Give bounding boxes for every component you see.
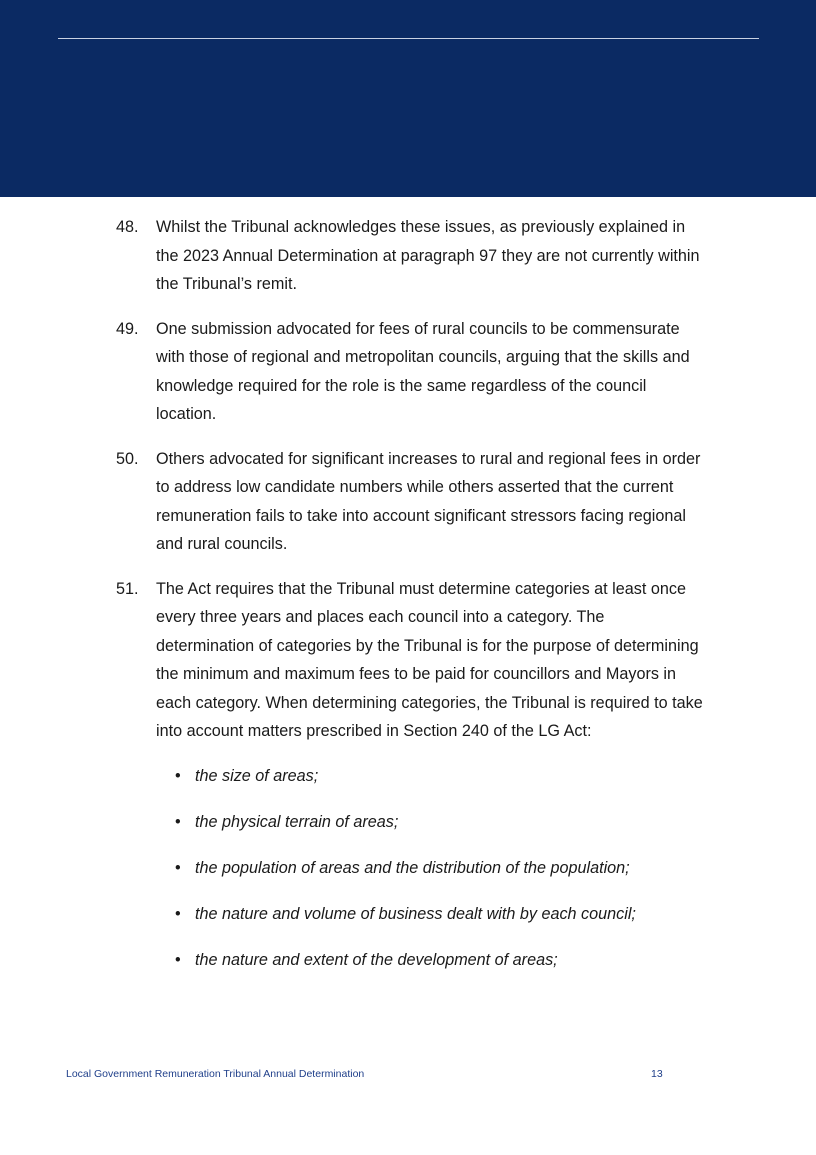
page-number: 13 xyxy=(651,1068,663,1080)
paragraph-text: One submission advocated for fees of rural councils to be commensurate with those of regional and metropolitan councils, arguing that the skills and knowledge required for the role is the same regardless of the council location. xyxy=(156,319,690,423)
paragraph-48 xyxy=(0,213,816,299)
bullet-icon: • xyxy=(175,904,181,923)
list-item xyxy=(0,808,816,854)
criteria-list xyxy=(0,762,816,992)
paragraph-number: 49. xyxy=(116,319,139,338)
page-content xyxy=(0,213,816,992)
list-item xyxy=(0,854,816,900)
footer-title: Local Government Remuneration Tribunal Annual Determination xyxy=(66,1068,365,1080)
bullet-icon: • xyxy=(175,812,181,831)
list-item-text: the size of areas; xyxy=(195,766,319,785)
paragraph-number: 50. xyxy=(116,449,139,468)
list-item-text: the population of areas and the distribution of the population; xyxy=(195,858,630,877)
paragraph-49 xyxy=(0,315,816,429)
bullet-icon: • xyxy=(175,858,181,877)
paragraph-text: Others advocated for significant increases to rural and regional fees in order to address low candidate numbers while others asserted that the current remuneration fails to take into account significant stressors facing regional and rural councils. xyxy=(156,449,701,553)
list-item-text: the nature and volume of business dealt with by each council; xyxy=(195,904,636,923)
page-footer xyxy=(0,1068,816,1084)
paragraph-number: 51. xyxy=(116,579,139,598)
paragraph-51 xyxy=(0,575,816,746)
paragraph-text: The Act requires that the Tribunal must determine categories at least once every three years and places each council into a category. The determination of categories by the Tribunal is for the purpose of determining the minimum and maximum fees to be paid for councillors and Mayors in each category. When determining categories, the Tribunal is required to take into account matters prescribed in Section 240 of the LG Act: xyxy=(156,579,703,740)
paragraph-number: 48. xyxy=(116,218,139,236)
list-item xyxy=(0,900,816,946)
list-item xyxy=(0,762,816,808)
paragraph-50 xyxy=(0,445,816,559)
bullet-icon: • xyxy=(175,766,181,785)
list-item-text: the physical terrain of areas; xyxy=(195,812,399,831)
header-rule xyxy=(58,38,759,39)
list-item xyxy=(0,946,816,992)
list-item-text: the nature and extent of the development of areas; xyxy=(195,950,558,969)
paragraph-text: Whilst the Tribunal acknowledges these issues, as previously explained in the 2023 Annual Determination at paragraph 97 they are not currently within the Tribunal’s remit. xyxy=(156,218,700,293)
header-band xyxy=(0,0,816,197)
bullet-icon: • xyxy=(175,950,181,969)
